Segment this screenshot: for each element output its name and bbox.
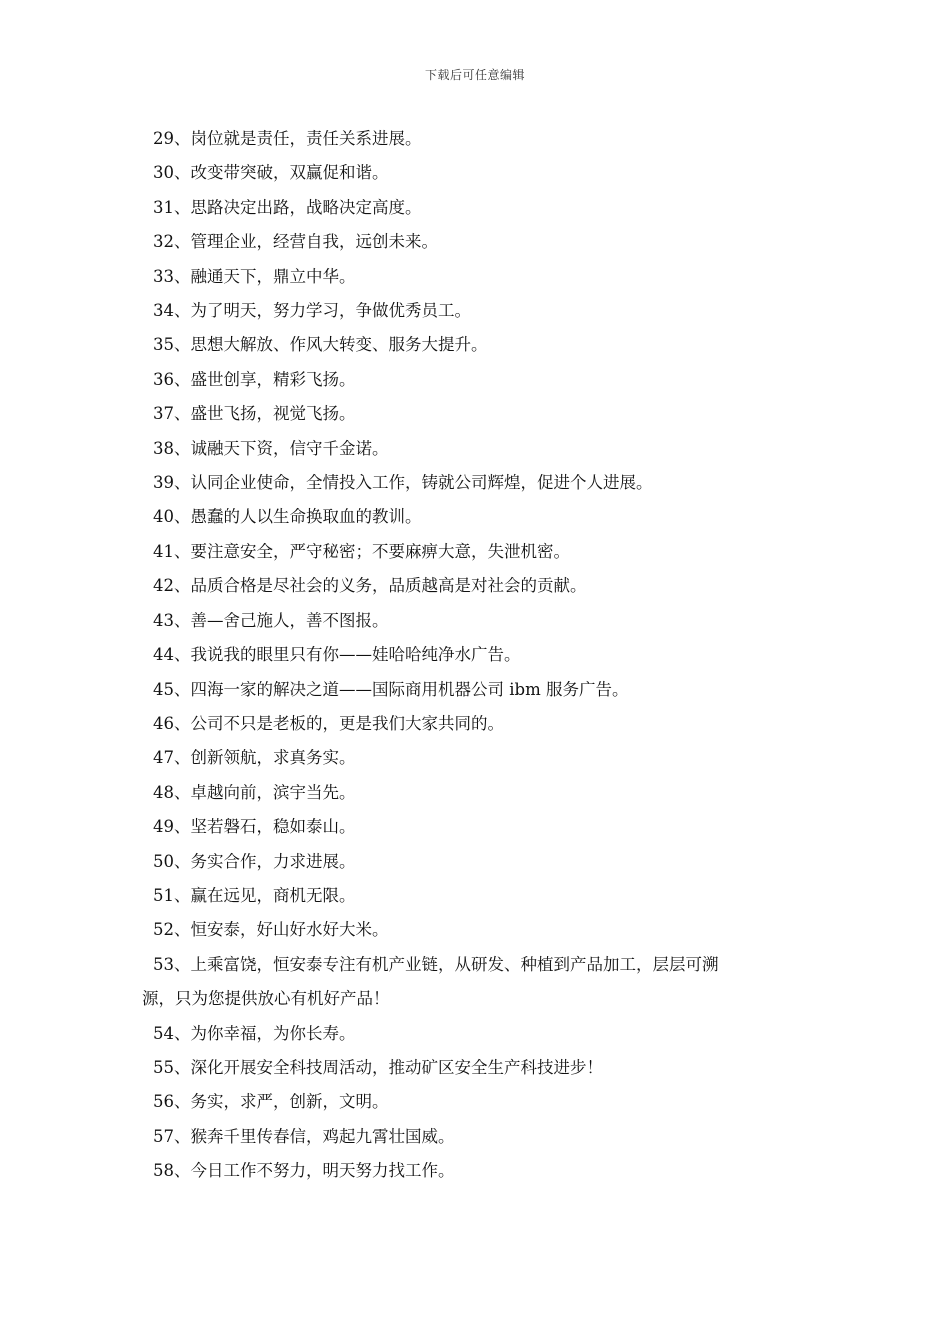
list-item: 44、我说我的眼里只有你——娃哈哈纯净水广告。 <box>153 645 521 665</box>
list-item: 55、深化开展安全科技周活动，推动矿区安全生产科技进步！ <box>153 1057 603 1077</box>
list-item: 47、创新领航，求真务实。 <box>153 748 356 768</box>
list-item: 31、思路决定出路，战略决定高度。 <box>153 197 422 217</box>
list-item: 42、品质合格是尽社会的义务，品质越高是对社会的贡献。 <box>153 576 587 596</box>
list-item-continuation: 源，只为您提供放心有机好产品！ <box>142 989 390 1009</box>
list-item: 50、务实合作，力求进展。 <box>153 851 356 871</box>
list-item: 40、愚蠢的人以生命换取血的教训。 <box>153 507 422 527</box>
list-item: 30、改变带突破，双赢促和谐。 <box>153 163 389 183</box>
list-item: 56、务实，求严，创新，文明。 <box>153 1092 389 1112</box>
list-item: 53、上乘富饶，恒安泰专注有机产业链，从研发、种植到产品加工，层层可溯 <box>153 954 719 974</box>
list-item: 58、今日工作不努力，明天努力找工作。 <box>153 1161 455 1181</box>
list-item: 39、认同企业使命，全情投入工作，铸就公司辉煌，促进个人进展。 <box>153 473 653 493</box>
list-item: 43、善—舍己施人，善不图报。 <box>153 610 389 630</box>
list-item: 34、为了明天，努力学习，争做优秀员工。 <box>153 301 471 321</box>
list-item: 38、诚融天下资，信守千金诺。 <box>153 438 389 458</box>
list-item: 46、公司不只是老板的，更是我们大家共同的。 <box>153 713 504 733</box>
list-item: 32、管理企业，经营自我，远创未来。 <box>153 232 438 252</box>
page-header: 下载后可任意编辑 <box>424 68 525 82</box>
list-item: 52、恒安泰，好山好水好大米。 <box>153 920 389 940</box>
list-item: 33、融通天下，鼎立中华。 <box>153 266 356 286</box>
list-item: 37、盛世飞扬，视觉飞扬。 <box>153 404 356 424</box>
list-item: 35、思想大解放、作风大转变、服务大提升。 <box>153 335 488 355</box>
list-item: 29、岗位就是责任，责任关系进展。 <box>153 129 422 148</box>
document-body <box>142 122 812 1189</box>
list-item: 45、四海一家的解决之道——国际商用机器公司 ibm 服务广告。 <box>153 679 629 699</box>
list-item: 41、要注意安全，严守秘密；不要麻痹大意，失泄机密。 <box>153 541 570 561</box>
list-item: 54、为你幸福，为你长寿。 <box>153 1023 356 1043</box>
list-item: 57、猴奔千里传春信，鸡起九霄壮国威。 <box>153 1126 455 1146</box>
list-item: 49、坚若磐石，稳如泰山。 <box>153 817 356 837</box>
list-item: 48、卓越向前，滨宇当先。 <box>153 782 356 802</box>
list-item: 36、盛世创享，精彩飞扬。 <box>153 369 356 389</box>
list-item: 51、赢在远见，商机无限。 <box>153 885 356 905</box>
